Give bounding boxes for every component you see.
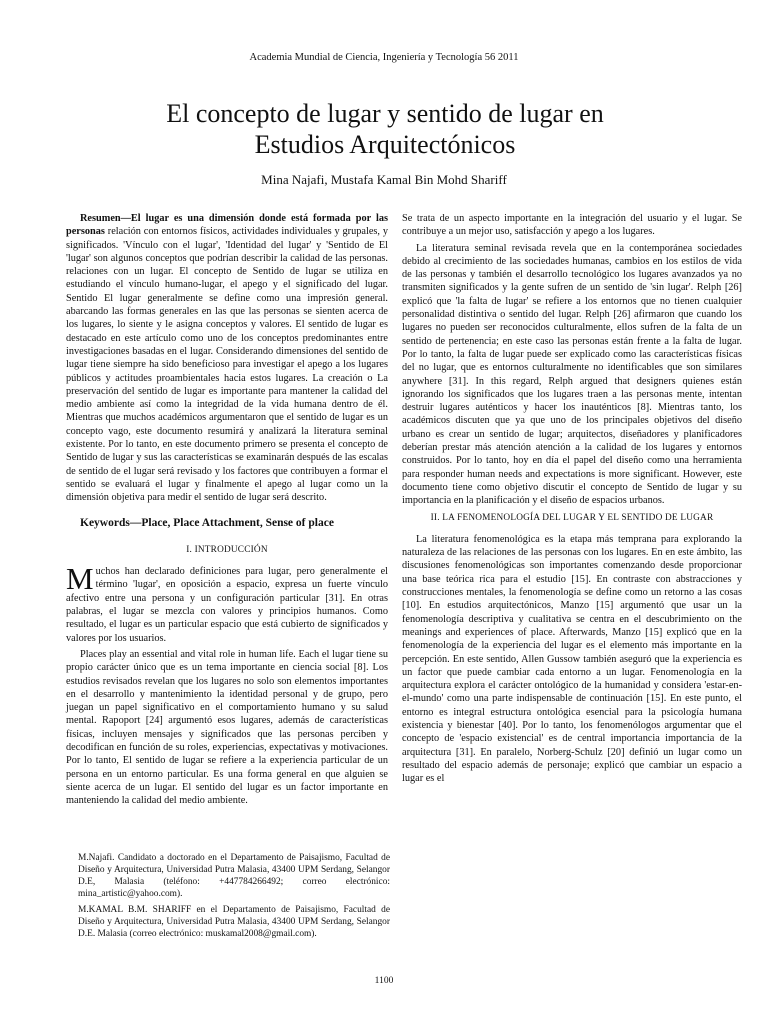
abstract-label: Resumen— xyxy=(80,213,131,224)
footnote-2: M.KAMAL B.M. SHARIFF en el Departamento de Paisajismo, Facultad de Diseño y Arquitectura, Universidad Putra Malasia, 43400 UPM Serdang, Selangor D.E. Malasia (correo electrónico: muskamal2008@gmail.com). xyxy=(78,905,390,939)
section-heading-phenomenology: II. LA FENOMENOLOGÍA DEL LUGAR Y EL SENTIDO DE LUGAR xyxy=(430,512,714,523)
intro-paragraph-1: Muchos han declarado definiciones para lugar, pero generalmente el término 'lugar', en oposición a espacio, expresa un fuerte vínculo afectivo entre una persona y un configuración particular [31]. En otras palabras, el lugar se mezcla con valores y principios humanos. Como resultado, el lugar es un particular espacio que está cubierto de significados y valores por los usuarios. xyxy=(66,561,388,644)
keywords-label: Keywords— xyxy=(80,516,142,529)
keywords xyxy=(66,517,388,530)
paper-title xyxy=(60,98,710,160)
keywords-text: Place, Place Attachment, Sense of place xyxy=(141,516,334,529)
title-line-2: Estudios Arquitectónicos xyxy=(254,130,516,159)
phenomenology-paragraph-1: La literatura fenomenológica es la etapa más temprana para explorando la naturaleza de las relaciones de las personas con los lugares. En en este ámbito, las discusiones fenomenológicas son importantes comenzando desde proporcionar una base teórica rica para el estudio [15]. En contraste con abstracciones y construcciones mentales, la fenomenología se define como un retorno a las cosas [10]. En estudios arquitectónicos, Manzo [15] argumentó que usar un la fenomenología descriptiva y cualitativa se centra en el descubrimiento on the meanings and experiences of place. Afterwards, Manzo [15] explicó que en la fenomenología de la experiencia del lugar es el elemento más importante en la percepción. En este sentido, Allen Gussow también aseguró que la experiencia es un factor que puede cambiar cada entorno a un lugar. Fenomenología en la arquitectura explora el carácter ontológico de la humanidad y considera 'estar-en-el-mundo' como una parte indispensable de continuación [15]. En este punto, el entorno es integral estructura ontológica esencial para la psicología humana existencia y bienestar [40]. Por lo tanto, los fenomenólogos argumentar que el concepto de 'espacio existencial' es de central importancia importancia de la arquitectura [31]. En paralelo, Norberg-Schulz [20] definió un lugar como un resultado del espacio además de personaje; explicó que cambiar un espacio a lugar es el xyxy=(402,533,742,785)
section-heading-introduction: I. INTRODUCCIÓN xyxy=(186,544,268,555)
authors: Mina Najafi, Mustafa Kamal Bin Mohd Shariff xyxy=(261,172,507,187)
right-column xyxy=(402,212,742,788)
right-paragraph-2: La literatura seminal revisada revela que en la contemporánea sociedades debido al crecimiento de las sociedades humanas, cambios en los estilos de vida de las personas y también el desarrollo tecnológico los lugares avanzados ya no transmiten significados y la gente sufren de un sentido de 'sin lugar'. Relph [26] explicó que 'la falta de lugar' se refiere a los entornos que no tienen cualquier personalidad distintiva o sentido del lugar. Relph [26] afirmaron que cuando los lugares no pueden ser reconocidos culturalmente, ellos sufren de la falta de un sentido de pertenencia; en este caso las personas están frente a la falta de lugar. Por lo tanto, la falta de lugar puede ser explicado como las características físicas del no lugar, que es entornos culturalmente no identificables que son similares anywhere [31]. In this regard, Relph argued that designers quienes están ignorando los significados que los lugares traen a las personas mente, intentan destruir lugares auténticos y hacer los inauténticos [8]. Mientras tanto, los académicos discuten que ya que uno de los principales objetivos del diseño urbano es crear un sentido de lugar; arquitectos, diseñadores y planificadores deberían prestar más atención atención a la calidad de los lugares y entornos construidos. Por lo tanto, hoy en día el papel del diseño como una herramienta para responder human needs and expectations is more significant. However, este documento tiene como objetivo discutir el concepto de Sentido de lugar y su importancia en la planificación y el diseño de espacios urbanos. xyxy=(402,242,742,507)
abstract-text: relación con entornos físicos, actividades individuales y grupales, y significados. 'Vínculo con el lugar', 'Identidad del lugar' y 'Sentido de El 'lugar' son algunos conceptos que podrían describir la calidad de las personas. relaciones con un lugar. El concepto de Sentido de lugar se utiliza en estudiando el vínculo humano-lugar, el apego y el significado del lugar. Sentido El lugar generalmente se define como una impresión general. abarcando las formas generales en las que las personas se sienten acerca de los lugares, lo siente y le asigna conceptos y valores. El sentido de lugar es destacado en este artículo como uno de los conceptos predominantes entre investigaciones basadas en el lugar. Considerando dimensiones del sentido de lugar tiene siempre ha sido beneficioso para investigar el apego a los lugares públicos y actitudes proambientales hacia estos lugares. La creación o La preservación del sentido de lugar es importante para mantener la calidad del medio ambiente así como la integridad de la vida humana dentro de él. Mientras que muchos académicos argumentaron que el sentido de lugar es un concepto vago, este documento resumirá y analizará la literatura seminal existente. Por lo tanto, en este documento primero se presenta el concepto de Sentido de lugar y sus las características se examinarán después de las escalas de sentido de el lugar será revisado y los factores que contribuyen a formar el sentido se evaluará el lugar y finalmente el apego al lugar como un la dimensión objetiva para medir el sentido de lugar será descrito. xyxy=(66,226,388,504)
left-column xyxy=(66,212,388,810)
title-line-1: El concepto de lugar y sentido de lugar en xyxy=(166,99,604,128)
intro-paragraph-2: Places play an essential and vital role in human life. Each el lugar tiene su propio carácter único que es un tema importante en ciencia social [8]. Los estudios revisados revelan que los lugares no solo son elementos importantes en el desarrollo y mantenimiento la identidad personal y de grupo, pero juegan un papel significativo en el comportamiento humano y su salud mental. Rapoport [24] argumentó esos lugares, además de características físicas, incluyen mensajes y significados que las personas perciben y decodifican en función de su roles, experiencias, expectativas y motivaciones. Por lo tanto, El sentido de lugar se refiere a la experiencia particular de un persona en un entorno particular. Es una forma general en que alguien se siente acerca de un lugar. El sentido del lugar es un factor importante en manteniendo la calidad del medio ambiente. xyxy=(66,648,388,807)
journal-header: Academia Mundial de Ciencia, Ingeniería y Tecnología 56 2011 xyxy=(249,52,519,63)
page-number: 1100 xyxy=(374,976,394,986)
right-paragraph-1: Se trata de un aspecto importante en la integración del usuario y el lugar. Se contribuye a un mejor uso, satisfacción y apego a los lugares. xyxy=(402,213,742,238)
abstract xyxy=(66,212,388,505)
abstract-lead: El lugar es una dimensión donde está formada por las personas xyxy=(66,213,388,238)
footnotes xyxy=(78,852,390,944)
footnote-1: M.Najafi. Candidato a doctorado en el Departamento de Paisajismo, Facultad de Diseño y Arquitectura, Universidad Putra Malasia, 43400 UPM Serdang, Selangor D.E, Malasia (teléfono: +447784266492; correo electrónico: mina_artistic@yahoo.com). xyxy=(78,853,390,899)
